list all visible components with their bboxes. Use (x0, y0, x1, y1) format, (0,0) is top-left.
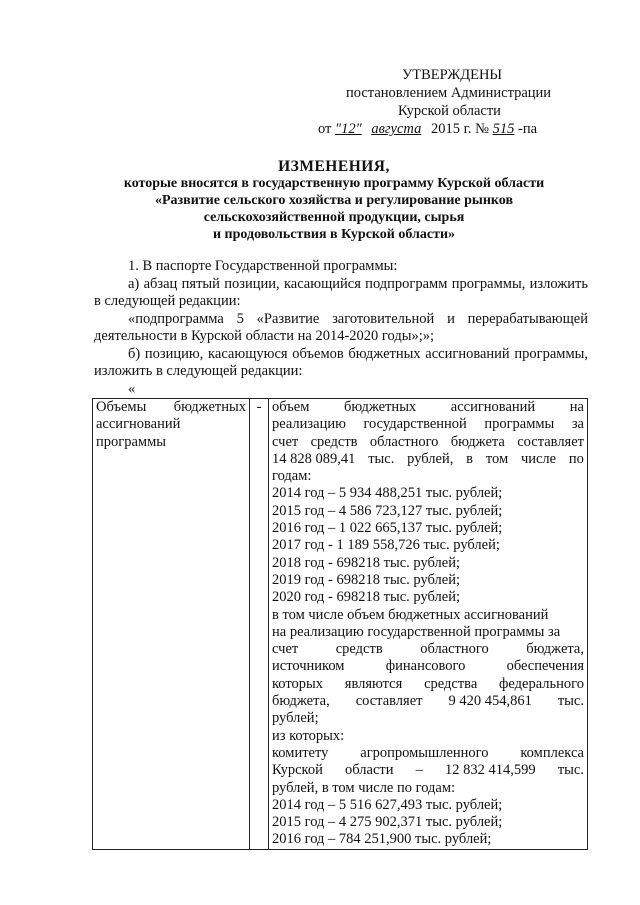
content-word: тыс. (368, 450, 395, 467)
heading-title: ИЗМЕНЕНИЯ, (278, 158, 390, 175)
table-dash-cell: - (250, 399, 269, 850)
committee-2016-amount: 2016 год – 784 251,900 тыс. рублей; (272, 831, 492, 848)
committee-2015-amount: 2015 год – 4 275 902,371 тыс. рублей; (272, 814, 503, 831)
approval-region: Курской области (398, 103, 501, 119)
content-word: 9 420 454,861 (448, 693, 532, 710)
content-word: которых (272, 675, 324, 692)
content-word: областного (420, 641, 489, 658)
content-word: за (571, 416, 584, 433)
content-word: 12 832 414,599 (445, 762, 536, 779)
year-2015-amount: 2015 год – 4 586 723,127 тыс. рублей; (272, 502, 503, 519)
heading-line-1: которые вносятся в государственную программу Курской области (123, 176, 545, 191)
content-word: источником (272, 658, 345, 675)
content-word: ассигнований (450, 399, 536, 415)
content-word: – (415, 762, 423, 779)
label-word: Объемы (96, 399, 147, 415)
content-line: в том числе объем бюджетных ассигнований (272, 606, 549, 623)
approval-stamp (318, 66, 608, 138)
content-line: рублей; (272, 710, 319, 727)
content-word: бюджета (450, 433, 505, 450)
content-line (272, 641, 584, 658)
approval-date-suffix: -па (517, 121, 538, 137)
content-line (272, 693, 584, 710)
approval-date-number: 515 (492, 121, 515, 137)
content-word: по (568, 450, 584, 467)
content-word: бюджетных (343, 399, 417, 415)
label-line-2: ассигнований (96, 416, 181, 433)
content-word: тыс. (557, 762, 584, 779)
content-word: объем (272, 399, 310, 415)
content-word: Курской (272, 762, 323, 779)
heading-line-3: сельскохозяйственной продукции, сырья (203, 210, 465, 225)
content-line: на реализацию государственной программы за (272, 623, 561, 640)
content-word: бюджета, (272, 693, 330, 710)
year-2019-amount: 2019 год - 698218 тыс. рублей; (272, 571, 460, 588)
paragraph-5-quote: « (128, 380, 136, 397)
content-line (272, 451, 584, 468)
heading-line-4: и продовольствия в Курской области» (212, 227, 456, 242)
content-line (272, 676, 584, 693)
content-word: счет (272, 433, 299, 450)
document-body (94, 258, 588, 398)
content-word: федерального (499, 675, 584, 692)
content-word: средств (310, 433, 358, 450)
content-line (272, 399, 584, 416)
approval-date-from: от (318, 121, 332, 137)
content-word: числе (520, 450, 557, 467)
content-line: годам: (272, 468, 312, 485)
content-word: том (485, 450, 509, 467)
year-2020-amount: 2020 год - 698218 тыс. рублей; (272, 589, 460, 606)
document-heading (60, 158, 608, 243)
approval-date-day: "12" (335, 121, 362, 137)
year-2016-amount: 2016 год – 1 022 665,137 тыс. рублей; (272, 520, 503, 537)
content-word: составляет (517, 433, 584, 450)
year-2018-amount: 2018 год - 698218 тыс. рублей; (272, 554, 460, 571)
content-line (272, 762, 584, 779)
paragraph-4: б) позицию, касающуюся объемов бюджетных ассигнований программы, изложить в следующей редакции: (94, 345, 588, 379)
content-word: составляет (355, 693, 423, 710)
content-line (272, 745, 584, 762)
content-word: рублей, (407, 450, 454, 467)
label-line-1 (96, 399, 246, 416)
approval-date-month: августа (371, 121, 422, 137)
table-content-cell (269, 399, 588, 850)
content-word: комплекса (520, 744, 584, 761)
content-line: рублей, в том числе по годам: (272, 779, 456, 796)
content-word: государственной (363, 416, 467, 433)
content-line: из которых: (272, 727, 345, 744)
content-line (272, 416, 584, 433)
approval-title: УТВЕРЖДЕНЫ (402, 67, 503, 83)
approval-date-year: 2015 г. № (430, 121, 489, 137)
content-word: являются (344, 675, 403, 692)
table-label-cell (93, 399, 250, 850)
content-word: комитету (272, 744, 329, 761)
paragraph-3: «подпрограмма 5 «Развитие заготовительной и перерабатывающей деятельности в Курской области на 2014-2020 годы»;»; (94, 310, 588, 344)
content-word: тыс. (557, 693, 584, 710)
content-word: на (569, 399, 584, 415)
heading-line-2: «Развитие сельского хозяйства и регулирование рынков (154, 193, 514, 208)
content-word: счет (272, 641, 299, 658)
content-word: обеспечения (506, 658, 584, 675)
content-word: финансового (385, 658, 466, 675)
approval-date-line (318, 120, 608, 138)
content-word: области (345, 762, 394, 779)
content-word: агропромышленного (360, 744, 489, 761)
content-word: областного (369, 433, 439, 450)
content-word: в (466, 450, 474, 467)
committee-2014-amount: 2014 год – 5 516 627,493 тыс. рублей; (272, 796, 503, 813)
label-word: бюджетных (173, 399, 246, 415)
content-word: реализацию (272, 416, 346, 433)
label-line-3: программы (96, 433, 166, 450)
table-row (93, 399, 588, 850)
content-line (272, 434, 584, 451)
approval-issuer: постановлением Администрации (346, 85, 552, 101)
content-word: программы (484, 416, 555, 433)
content-word: средств (335, 641, 383, 658)
budget-table (92, 398, 588, 850)
content-word: бюджета, (526, 641, 584, 658)
paragraph-2: а) абзац пятый позиции, касающийся подпрограмм программы, изложить в следующей редакции: (94, 275, 588, 309)
year-2014-amount: 2014 год – 5 934 488,251 тыс. рублей; (272, 485, 503, 502)
paragraph-1: 1. В паспорте Государственной программы: (128, 258, 398, 274)
content-word: средства (424, 675, 478, 692)
year-2017-amount: 2017 год - 1 189 558,726 тыс. рублей; (272, 537, 500, 554)
content-line (272, 658, 584, 675)
content-word: 14 828 089,41 (272, 450, 356, 467)
